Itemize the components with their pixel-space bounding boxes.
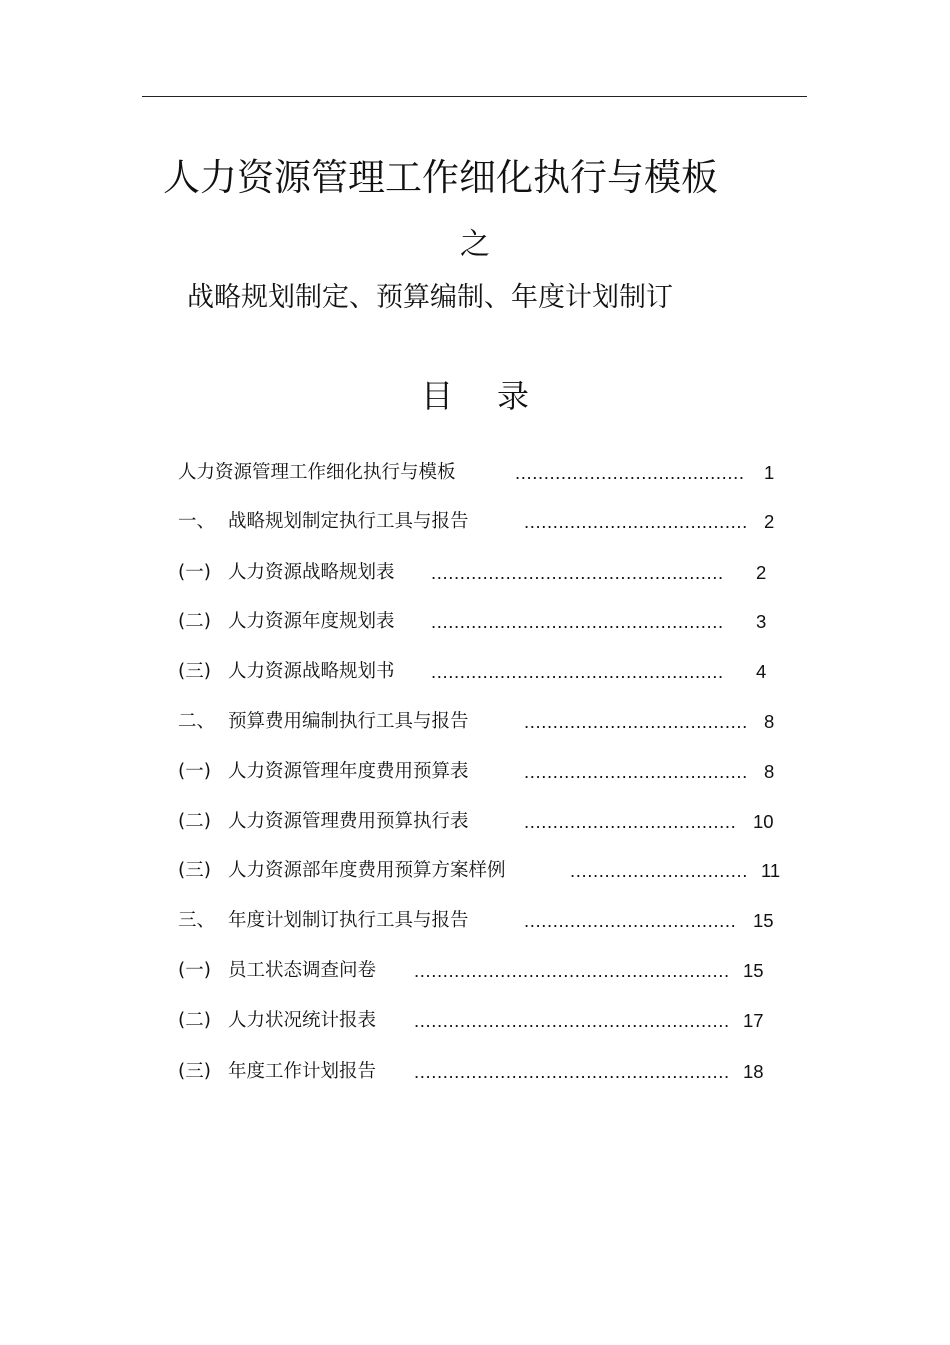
toc-entry-prefix: (一)	[178, 562, 211, 583]
toc-entry-page: 2	[756, 562, 767, 583]
toc-entry[interactable]	[178, 1007, 778, 1035]
toc-entry[interactable]	[178, 559, 778, 587]
toc-entry-label: 年度计划制订执行工具与报告	[228, 910, 469, 931]
toc-entry[interactable]	[178, 857, 788, 885]
toc-entry-prefix: (三)	[178, 1061, 211, 1082]
toc-entry-leader: .......................................	[524, 711, 748, 732]
toc-entry-page: 11	[761, 860, 781, 881]
toc-entry-page: 15	[753, 910, 774, 931]
header-rule	[142, 96, 807, 97]
toc-entry-leader: .......................................................	[414, 1061, 730, 1082]
document-subtitle: 战略规划制定、预算编制、年度计划制订	[187, 282, 673, 313]
toc-entry-leader: .......................................	[524, 511, 748, 532]
toc-entry[interactable]	[178, 608, 778, 636]
toc-entry-leader: ........................................	[515, 462, 745, 483]
toc-entry-label: 人力资源年度规划表	[228, 611, 395, 632]
toc-entry-leader: ...............................	[570, 860, 748, 881]
toc-entry-prefix: 二、	[178, 711, 216, 732]
toc-entry-page: 1	[764, 462, 775, 483]
toc-entry[interactable]	[178, 658, 778, 686]
toc-entry-prefix: (三)	[178, 860, 211, 881]
toc-entry-prefix: (二)	[178, 1010, 211, 1031]
toc-entry-page: 4	[756, 661, 767, 682]
toc-heading-char: 录	[497, 377, 530, 415]
toc-entry-page: 2	[764, 511, 775, 532]
toc-entry[interactable]	[178, 808, 778, 836]
toc-entry-leader: .......................................................	[414, 1010, 730, 1031]
toc-entry-page: 8	[764, 761, 775, 782]
toc-entry-label: 人力资源管理年度费用预算表	[228, 761, 469, 782]
toc-entry-leader: ...................................................	[431, 611, 724, 632]
toc-heading	[0, 372, 950, 420]
toc-entry[interactable]	[178, 907, 778, 935]
toc-entry-leader: ...................................................	[431, 661, 724, 682]
toc-entry-prefix: (二)	[178, 811, 211, 832]
toc-entry-prefix: 一、	[178, 511, 216, 532]
toc-entry[interactable]	[178, 459, 778, 487]
toc-entry[interactable]	[178, 957, 778, 985]
toc-entry-prefix: 三、	[178, 910, 216, 931]
toc-entry-leader: .......................................................	[414, 960, 730, 981]
toc-entry-page: 10	[753, 811, 774, 832]
toc-entry-leader: .....................................	[524, 811, 737, 832]
toc-entry-label: 人力状况统计报表	[228, 1010, 377, 1031]
toc-entry-label: 人力资源管理工作细化执行与模板	[178, 462, 456, 483]
toc-entry-label: 人力资源部年度费用预算方案样例	[228, 860, 506, 881]
toc-entry[interactable]	[178, 758, 778, 786]
toc-entry[interactable]	[178, 1058, 778, 1086]
toc-entry-page: 3	[756, 611, 767, 632]
toc-entry-prefix: (三)	[178, 661, 211, 682]
toc-entry-label: 战略规划制定执行工具与报告	[228, 511, 469, 532]
toc-entry[interactable]	[178, 508, 778, 536]
toc-entry-prefix: (二)	[178, 611, 211, 632]
toc-entry-page: 15	[743, 960, 764, 981]
toc-entry-page: 8	[764, 711, 775, 732]
toc-entry-label: 员工状态调查问卷	[228, 960, 377, 981]
toc-entry[interactable]	[178, 708, 778, 736]
toc-entry-label: 人力资源管理费用预算执行表	[228, 811, 469, 832]
toc-heading-char: 目	[420, 377, 453, 415]
toc-entry-prefix: (一)	[178, 761, 211, 782]
toc-entry-label: 年度工作计划报告	[228, 1061, 377, 1082]
toc-entry-prefix: (一)	[178, 960, 211, 981]
toc-entry-leader: ...................................................	[431, 562, 724, 583]
toc-entry-label: 人力资源战略规划表	[228, 562, 395, 583]
document-title: 人力资源管理工作细化执行与模板	[163, 156, 718, 199]
toc-entry-leader: .......................................	[524, 761, 748, 782]
toc-entry-page: 18	[743, 1061, 764, 1082]
title-connector: 之	[460, 227, 490, 262]
toc-entry-leader: .....................................	[524, 910, 737, 931]
toc-entry-label: 人力资源战略规划书	[228, 661, 395, 682]
toc-entry-page: 17	[743, 1010, 764, 1031]
toc-entry-label: 预算费用编制执行工具与报告	[228, 711, 469, 732]
